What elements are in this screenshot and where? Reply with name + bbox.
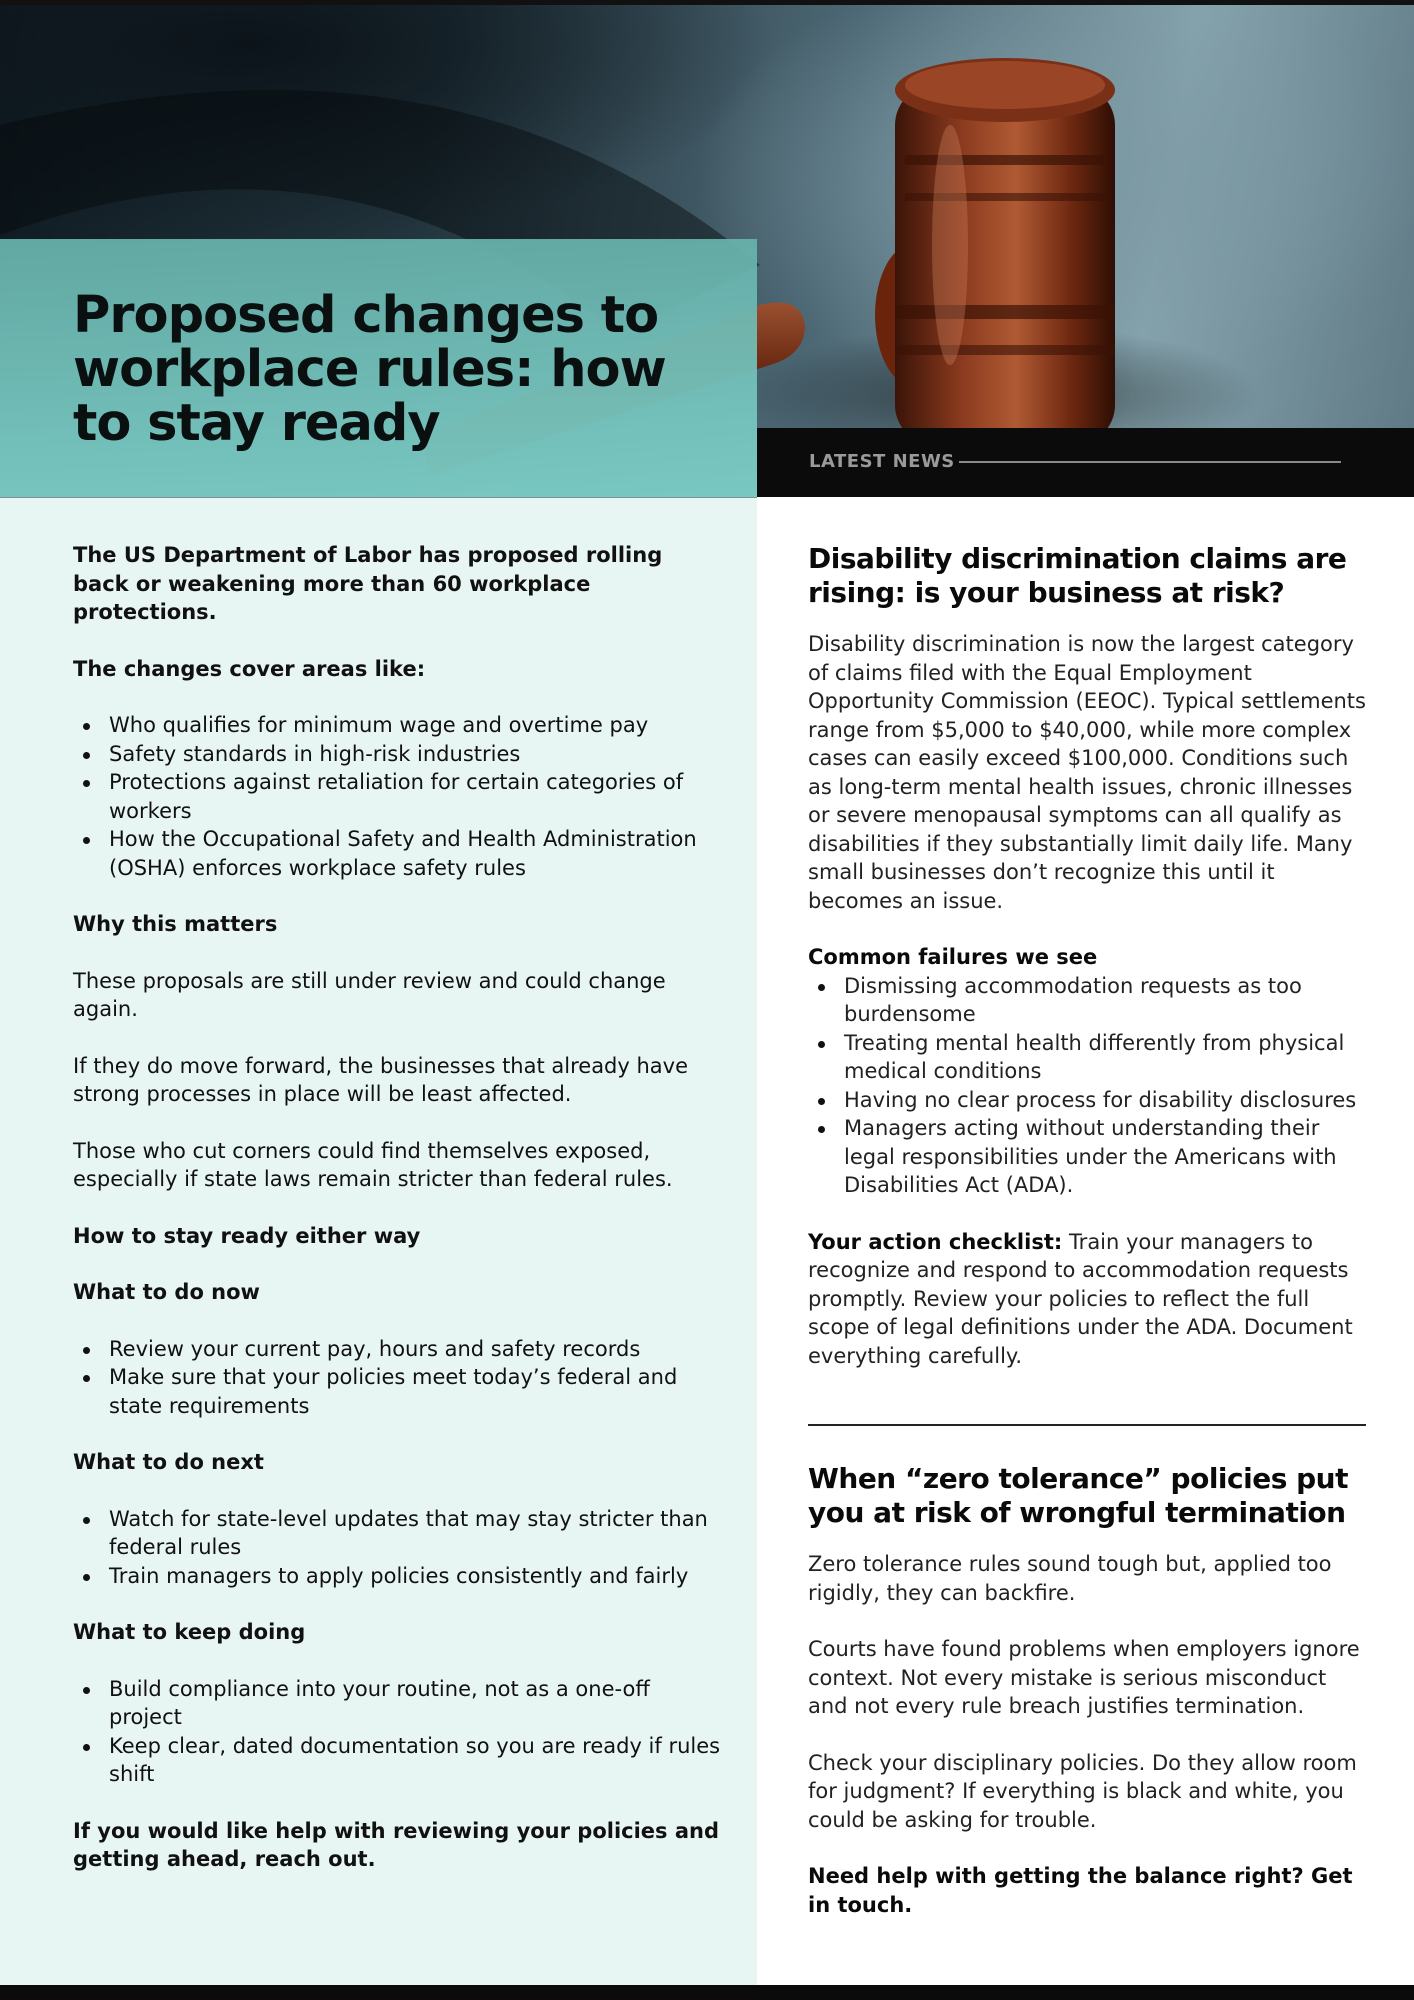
list-item: Watch for state-level updates that may stay stricter than federal rules bbox=[109, 1505, 723, 1562]
failures-heading: Common failures we see bbox=[808, 945, 1098, 969]
failures-list bbox=[808, 972, 1368, 1200]
list-item: Train managers to apply policies consistently and fairly bbox=[109, 1562, 723, 1591]
list-item: How the Occupational Safety and Health Administration (OSHA) enforces workplace safety rules bbox=[109, 825, 723, 882]
next-list bbox=[73, 1505, 723, 1591]
list-item: Build compliance into your routine, not as a one-off project bbox=[109, 1675, 723, 1732]
list-item: Treating mental health differently from physical medical conditions bbox=[844, 1029, 1368, 1086]
contact-cta: Need help with getting the balance right? Get in touch. bbox=[808, 1864, 1353, 1917]
ready-heading: How to stay ready either way bbox=[73, 1223, 421, 1248]
lead-paragraph: The US Department of Labor has proposed rolling back or weakening more than 60 workplace protections. bbox=[73, 543, 663, 624]
latest-news-label: LATEST NEWS bbox=[809, 451, 955, 472]
latest-news-rule bbox=[959, 461, 1341, 463]
keep-list bbox=[73, 1675, 723, 1789]
article-intro: Disability discrimination is now the largest category of claims filed with the Equal Employment Opportunity Commission (EEOC). Typical settlements range from $5,000 to $40,000, while more complex cases can easily exceed $100,000. Conditions such as long-term mental health issues, chronic illnesses or severe menopausal symptoms can all qualify as disabilities if they substantially limit daily life. Many small businesses don’t recognize this until it becomes an issue. bbox=[808, 632, 1366, 913]
list-item: Managers acting without understanding their legal responsibilities under the Americans with Disabilities Act (ADA). bbox=[844, 1114, 1368, 1200]
list-item: Make sure that your policies meet today’s federal and state requirements bbox=[109, 1363, 723, 1420]
paragraph: Those who cut corners could find themselves exposed, especially if state laws remain stricter than federal rules. bbox=[73, 1138, 673, 1191]
page-title: Proposed changes to workplace rules: how to stay ready bbox=[73, 286, 666, 453]
list-item: Keep clear, dated documentation so you are ready if rules shift bbox=[109, 1732, 723, 1789]
why-heading: Why this matters bbox=[73, 912, 278, 936]
list-item: Having no clear process for disability disclosures bbox=[844, 1086, 1368, 1115]
article-title-disability: Disability discrimination claims are rising: is your business at risk? bbox=[808, 542, 1347, 609]
list-item: Who qualifies for minimum wage and overtime pay bbox=[109, 711, 723, 740]
next-heading: What to do next bbox=[73, 1450, 264, 1474]
checklist-label: Your action checklist: bbox=[808, 1229, 1063, 1254]
paragraph: Courts have found problems when employers ignore context. Not every mistake is serious misconduct and not every rule breach justifies termination. bbox=[808, 1637, 1360, 1718]
bottom-border bbox=[0, 1985, 1414, 2000]
paragraph: Check your disciplinary policies. Do they allow room for judgment? If everything is black and white, you could be asking for trouble. bbox=[808, 1750, 1357, 1832]
list-item: Safety standards in high-risk industries bbox=[109, 740, 723, 769]
list-item: Dismissing accommodation requests as too burdensome bbox=[844, 972, 1368, 1029]
left-column bbox=[0, 497, 757, 1985]
areas-list bbox=[73, 711, 723, 882]
now-heading: What to do now bbox=[73, 1280, 260, 1304]
list-item: Review your current pay, hours and safety records bbox=[109, 1335, 723, 1364]
action-checklist bbox=[808, 1228, 1368, 1371]
checklist-text: Train your managers to recognize and respond to accommodation requests promptly. Review your policies to reflect the full scope of legal definitions under the ADA. Document everything carefully. bbox=[808, 1229, 1353, 1368]
section-divider bbox=[808, 1424, 1366, 1426]
right-column bbox=[757, 497, 1414, 1985]
closing-cta: If you would like help with reviewing your policies and getting ahead, reach out. bbox=[73, 1818, 720, 1871]
list-item: Protections against retaliation for certain categories of workers bbox=[109, 768, 723, 825]
hero-banner bbox=[0, 5, 1414, 497]
paragraph: These proposals are still under review and could change again. bbox=[73, 968, 666, 1021]
paragraph: Zero tolerance rules sound tough but, applied too rigidly, they can backfire. bbox=[808, 1552, 1332, 1605]
areas-heading: The changes cover areas like: bbox=[73, 656, 426, 681]
now-list bbox=[73, 1335, 723, 1421]
latest-news-bar bbox=[757, 428, 1414, 497]
paragraph: If they do move forward, the businesses that already have strong processes in place will be least affected. bbox=[73, 1053, 689, 1106]
title-panel bbox=[0, 239, 757, 497]
keep-heading: What to keep doing bbox=[73, 1620, 306, 1644]
article-title-zero-tolerance: When “zero tolerance” policies put you at risk of wrongful termination bbox=[808, 1462, 1348, 1529]
